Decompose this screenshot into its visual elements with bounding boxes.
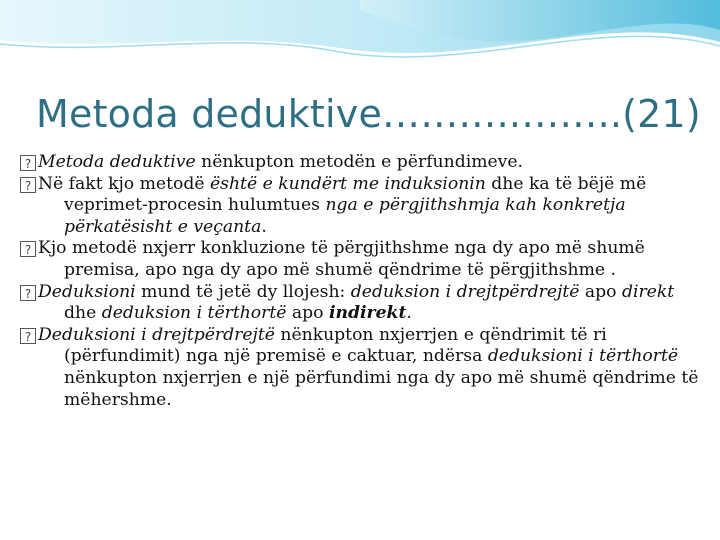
bullet-box-icon	[20, 241, 36, 257]
bullet-box-icon	[20, 155, 36, 171]
bullet-item	[20, 282, 700, 325]
bullet-item	[20, 238, 700, 281]
bullet-text: nënkupton nxjerrjen e qëndrimit të ri (përfundimit) nga një premisë e caktuar, ndërsa	[64, 324, 607, 367]
bullet-box-icon	[20, 177, 36, 193]
bullet-text: është e kundërt me induksionin	[209, 173, 486, 194]
bullet-text: direkt	[621, 281, 675, 302]
bullet-item	[20, 325, 700, 411]
bullet-text: dhe	[64, 303, 102, 324]
bullet-text: .	[406, 303, 412, 324]
bullet-text: nënkupton metodën e përfundimeve.	[195, 152, 524, 172]
bullet-text: Kjo metodë nxjerr konkluzione të përgjithshme nga dy apo më shumë premisa, apo nga dy apo më shumë qëndrime të përgjithshme .	[38, 238, 645, 280]
bullet-box-icon	[20, 285, 36, 301]
bullet-item	[20, 152, 700, 174]
bullet-item	[20, 174, 700, 239]
bullet-text: apo	[286, 303, 329, 324]
bullet-text: Metoda deduktive	[38, 152, 196, 172]
bullet-text: deduksion i tërthortë	[101, 303, 287, 324]
bullet-text: nga e përgjithshmja kah konkretja përkatësisht e veçanta	[64, 195, 626, 237]
slide-title: Metoda deduktive………..……..(21)	[36, 92, 701, 136]
bullet-text: nënkupton nxjerrjen e një përfundimi nga dy apo më shumë qëndrime të mëhershme.	[64, 367, 699, 410]
bullet-box-icon	[20, 328, 36, 344]
bullet-text: Në fakt kjo metodë	[38, 173, 210, 194]
bullet-text: dhe ka të bëjë më veprimet-procesin hulumtues	[64, 173, 647, 216]
bullet-text: mund të jetë dy llojesh:	[135, 281, 351, 302]
bullet-text: indirekt	[328, 303, 407, 324]
header-wave-decoration	[0, 0, 720, 80]
bullet-text: deduksioni i tërthortë	[487, 346, 679, 367]
slide-body	[20, 152, 700, 411]
bullet-text: .	[261, 216, 267, 237]
bullet-text: Deduksioni i drejtpërdrejtë	[38, 324, 275, 345]
bullet-text: deduksion i drejtpërdrejtë	[350, 281, 580, 302]
bullet-text: Deduksioni	[38, 281, 136, 302]
bullet-text: apo	[579, 281, 622, 302]
